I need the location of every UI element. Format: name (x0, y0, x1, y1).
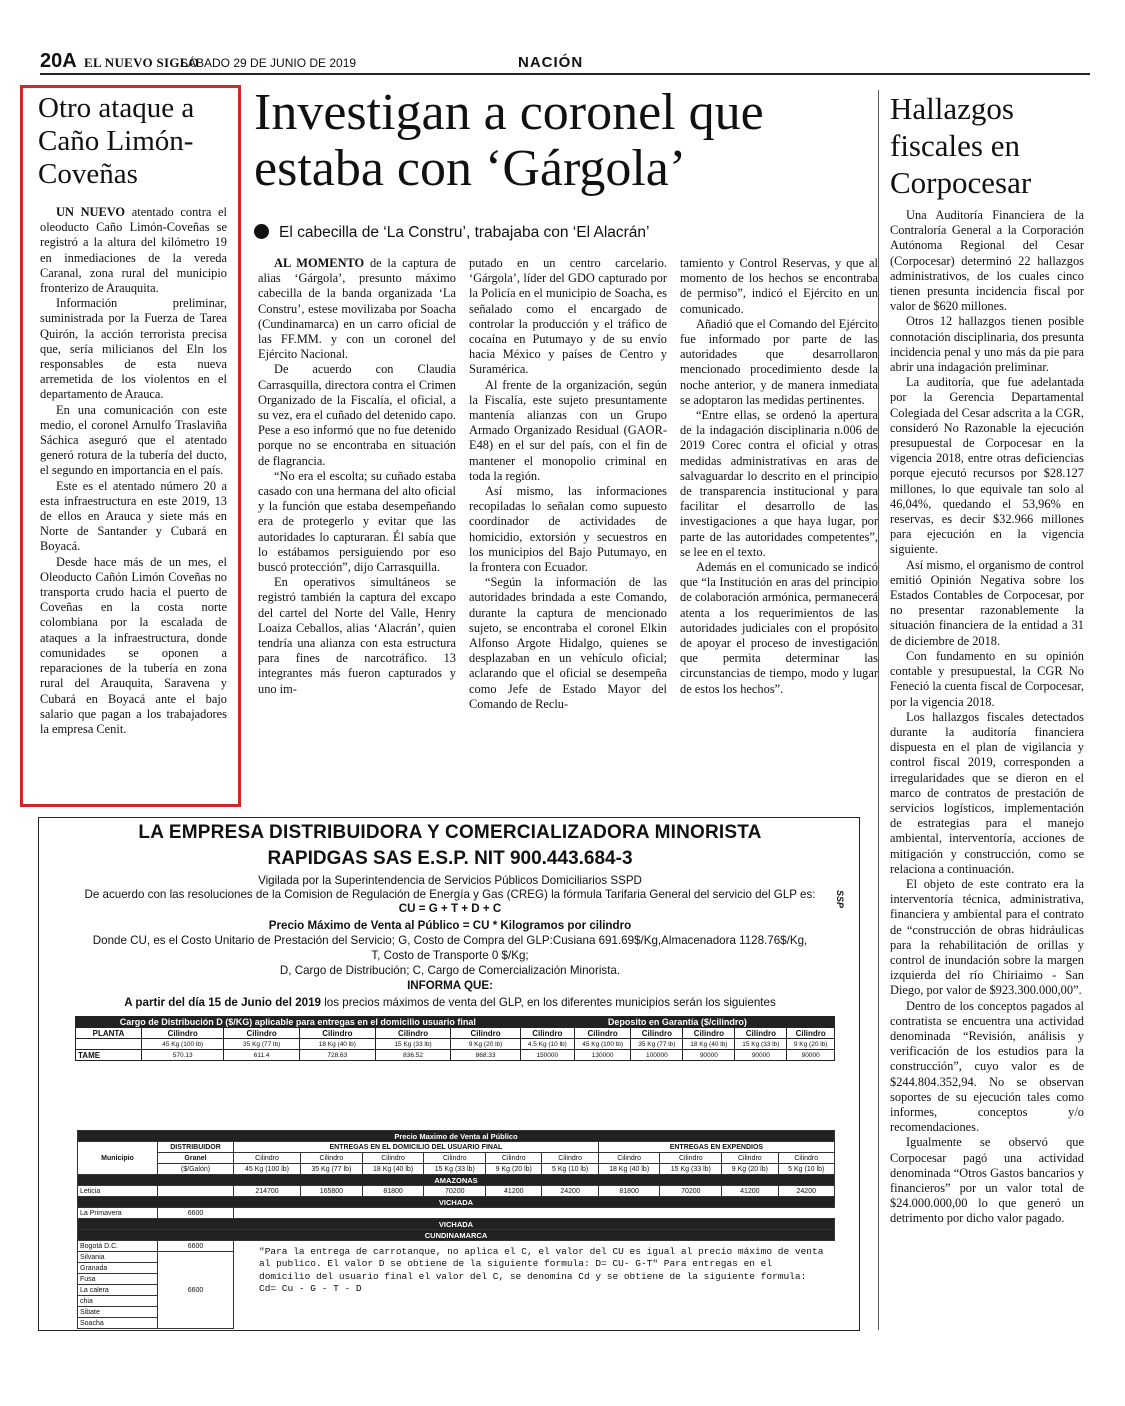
table-cell: 70200 (424, 1186, 486, 1197)
notice-line: T, Costo de Transporte 0 $/Kg; (371, 949, 529, 962)
notice-date-rest: los precios máximos de venta del GLP, en los diferentes municipios serán los siguientes (320, 996, 776, 1009)
table-cell: 90000 (683, 1050, 735, 1061)
main-deck (254, 224, 854, 242)
right-paragraph: Igualmente se observó que Corpocesar pagó una actividad denominada “Otros Gastos bancarios y financieros” por un valor total de $24.000.000,00 lo que generó un detrimento por dicho valor pagado. (890, 1135, 1084, 1226)
table-header: Cilindro (722, 1153, 778, 1164)
department-row: VICHADA (78, 1197, 835, 1208)
table-row-label: Bogotá D.C. (78, 1241, 158, 1252)
table-cell: 41200 (486, 1186, 542, 1197)
right-paragraph: El objeto de este contrato era la interventoría técnica, administrativa, financiera y ambiental para el contrato de “construcción de obras hidráulicas para la rehabilitación de orillas y control de inundación sobre la margen izquierda del río Chiriaimo - San Diego, por valor de $923.300.000,00”. (890, 876, 1084, 998)
main-paragraph: “Según la información de las autoridades brindada a este Comando, durante la captura de mencionado sujeto, se encontraba el coronel Elkin Alfonso Argote Hidalgo, quienes se desplazaban en un vehículo oficial; aclarando que el oficial se desempeña como Jefe de Estado Mayor del Comando de Reclu- (469, 575, 667, 711)
table-row-label: Fusa (78, 1274, 158, 1285)
table-cell: 6600 (158, 1252, 234, 1329)
table-header: 45 Kg (100 lb) (234, 1164, 301, 1175)
department-row: VICHADA (78, 1219, 835, 1230)
right-paragraph: La auditoría, que fue adelantada por la Gerencia Departamental Colegiada del Cesar adscrita a la CGR, consideró No Razonable la ejecución presupuestal de Corpocesar en la vigencia 2018, entre otras deficiencias porque ejecutó recursos por $28.127 millones, lo que equivale tan solo al 46,04%, quedando el 53,96% en reservas, es decir $32.966 millones para ejecución en la vigencia siguiente. (890, 375, 1084, 557)
notice-line: De acuerdo con las resoluciones de la Comision de Regulación de Energía y Gas (CREG) la fórmula Tarifaria General del servicio del GLP es: (84, 888, 816, 901)
rapidgas-notice (38, 817, 860, 1331)
table-row-label: Granada (78, 1263, 158, 1274)
table-cell: 150000 (520, 1050, 574, 1061)
department-row: CUNDINAMARCA (78, 1230, 835, 1241)
table-header: Cilindro (375, 1028, 451, 1039)
table-header: Cilindro (362, 1153, 424, 1164)
main-paragraph: de la captura de alias ‘Gárgola’, presunto máximo cabecilla de la banda organizada ‘La Constru’, estese movilizaba por Soacha (Cundinamarca) en un carro oficial de las FF.MM. y con un coronel del Ejército Nacional. (258, 256, 456, 362)
newspaper-name: EL NUEVO SIGLO (84, 55, 200, 70)
table-header: Cilindro (486, 1153, 542, 1164)
main-paragraph: Así mismo, las informaciones recopiladas lo señalan como supuesto coordinador de actividades de homicidio, extorsión y secuestros en los municipios del Bajo Putumayo, en la frontera con Ecuador. (469, 484, 667, 575)
table-header: Cilindro (574, 1028, 630, 1039)
issue-date: SÁBADO 29 DE JUNIO DE 2019 (180, 56, 357, 70)
table-cell: 15 Kg (33 lb) (735, 1039, 787, 1050)
deck-text: El cabecilla de ‘La Constru’, trabajaba con ‘El Alacrán’ (279, 224, 650, 241)
table-cell: 90000 (787, 1050, 835, 1061)
table-cell (158, 1186, 234, 1197)
main-column-3 (680, 256, 878, 697)
bullet-icon (254, 224, 269, 239)
table-header: Cilindro (451, 1028, 520, 1039)
right-paragraph: Así mismo, el organismo de control emitió Opinión Negativa sobre los Estados Contables de Corpocesar, por no presentar razonablemente la situación financiera de la entidad a 31 de diciembre de 2018. (890, 557, 1084, 648)
department-row: AMAZONAS (78, 1175, 835, 1186)
left-paragraph: Este es el atentado número 20 a esta infraestructura en este 2019, 13 de ellos en Arauca y siete más en Norte de Santander y Cubará en Boyacá. (40, 478, 227, 554)
table-cell: 24200 (778, 1186, 835, 1197)
table-header: Cilindro (520, 1028, 574, 1039)
table-cell: 81800 (598, 1186, 660, 1197)
table-header: 9 Kg (20 lb) (486, 1164, 542, 1175)
left-article-title: Otro ataque a Caño Limón-Coveñas (38, 92, 195, 190)
main-paragraph: putado en un centro carcelario. ‘Gárgola’, líder del GDO capturado por la Policía en el municipio de Soacha, es señalado como el encargado de controlar la producción y el tráfico de cocaína en Putumayo y de su envío hacia México y países de Centro y Suramérica. (469, 256, 667, 377)
left-paragraph: Desde hace más de un mes, el Oleoducto Cañón Limón Coveñas no transporta crudo hacia el puerto de Coveñas en la costa norte colombiana por la escalada de ataques a la infraestructura, donde comunidades se oponen a reparaciones de la tubería en zona rural del Arauquita, Saravena y Cubará en Boyacá ante el bajo salario que pagan a los trabajadores la empresa Cenit. (40, 554, 227, 736)
table-header: Cilindro (735, 1028, 787, 1039)
right-paragraph: Dentro de los conceptos pagados al contratista se encuentra una actividad denominada “Revisión, análisis y verificación de los estudios para la construcción”, cuyo valor es de $244.804.352,94. No se observan soportes de su ejecución tales como informes, conceptos y/o recomendaciones. (890, 998, 1084, 1135)
price-table (77, 1130, 835, 1329)
main-paragraph: De acuerdo con Claudia Carrasquilla, directora contra el Crimen Organizado de la Fiscalía, el oficial, a su vez, era el cuñado del detenido capo. Pese a eso informó que no fue detenido porque no se encontraba en situación de flagrancia. (258, 362, 456, 468)
column-divider (878, 90, 879, 1330)
table-cell: 15 Kg (33 lb) (375, 1039, 451, 1050)
table-cell: 90000 (735, 1050, 787, 1061)
table-header: Cilindro (142, 1028, 224, 1039)
main-column-2 (469, 256, 667, 712)
table-cell: 868.33 (451, 1050, 520, 1061)
table-header: Cilindro (631, 1028, 683, 1039)
table-cell: 728.63 (300, 1050, 376, 1061)
left-article-body (40, 205, 227, 737)
notice-formula: CU = G + T + D + C (398, 902, 502, 915)
main-headline: Investigan a coronel que estaba con ‘Gárgola’ (254, 84, 764, 197)
table-cell: 4.5 Kg (10 lb) (520, 1039, 574, 1050)
main-paragraph: tamiento y Control Reservas, y que al momento de los hechos se encontraba de permiso”, indicó el Ejército en un comunicado. (680, 256, 878, 316)
main-column-1 (258, 256, 456, 697)
notice-date: A partir del día 15 de Junio del 2019 (124, 996, 321, 1009)
table-header: 15 Kg (33 lb) (424, 1164, 486, 1175)
table-cell: 6600 (158, 1241, 234, 1252)
table-cell: 611.4 (224, 1050, 300, 1061)
table-header: Cilindro (424, 1153, 486, 1164)
table-cell (234, 1318, 835, 1329)
table-header: Deposito en Garantía ($/cilindro) (520, 1017, 834, 1028)
table-header: Cilindro (301, 1153, 363, 1164)
table-header: Granel (158, 1153, 234, 1164)
notice-line: Donde CU, es el Costo Unitario de Prestación del Servicio; G, Costo de Compra del GLP:Cusiana 691.69$/Kg,Almacenadora 1128.76$/Kg, (92, 934, 808, 947)
table-cell: 70200 (660, 1186, 722, 1197)
right-article-body (890, 208, 1084, 1227)
table-cell: 100000 (631, 1050, 683, 1061)
main-paragraph: Al frente de la organización, según la Fiscalía, este sujeto presuntamente mantenía alianzas con un Grupo Armado Organizado Residual (GAOR-E48) en el sur del país, con el fin de mantener el monopolio criminal en toda la región. (469, 377, 667, 483)
table-cell: 81800 (362, 1186, 424, 1197)
table-row-label: Leticia (78, 1186, 158, 1197)
section-name: NACIÓN (518, 54, 584, 71)
right-article-title: Hallazgos fiscales en Corpocesar (890, 91, 1032, 200)
distribution-charge-table (75, 1016, 835, 1061)
table-cell: 24200 (542, 1186, 598, 1197)
table-header: Cilindro (660, 1153, 722, 1164)
table-header: ($/Galón) (158, 1164, 234, 1175)
page-number: 20A (40, 50, 77, 72)
table-cell: 18 Kg (40 lb) (300, 1039, 376, 1050)
table-row-label: chia (78, 1296, 158, 1307)
table-header: Cilindro (542, 1153, 598, 1164)
left-paragraph: Información preliminar, suministrada por la Fuerza de Tarea Quirón, la acción terrorista precisa que, sería milicianos del Eln los responsables de esta nueva arremetida de los violentos en el departamento de Arauca. (40, 296, 227, 402)
table-cell: 41200 (722, 1186, 778, 1197)
ssp-logo: SSP (835, 890, 845, 909)
table-header: ENTREGAS EN EL DOMICILIO DEL USUARIO FINAL (234, 1142, 599, 1153)
left-article-lead: UN NUEVO (56, 205, 126, 219)
table-row-label: La Primavera (78, 1208, 158, 1219)
table-header: 5 Kg (10 lb) (778, 1164, 835, 1175)
table-cell: 45 Kg (100 lb) (142, 1039, 224, 1050)
table-header: Cilindro (234, 1153, 301, 1164)
main-article-lead: AL MOMENTO (274, 256, 365, 270)
main-paragraph: En operativos simultáneos se registró también la captura del excapo del cartel del Norte del Valle, Henry Loaiza Ceballos, alias ‘Alacrán’, quien tendría una alianza con esta estructura para fines de narcotráfico. 13 integrantes más fueron capturados y uno im- (258, 575, 456, 696)
table-cell: 35 Kg (77 lb) (224, 1039, 300, 1050)
table-title: Precio Maximo de Venta al Público (78, 1131, 835, 1142)
table-header: Cilindro (683, 1028, 735, 1039)
table-header: Cilindro (787, 1028, 835, 1039)
table-cell: 9 Kg (20 lb) (451, 1039, 520, 1050)
right-paragraph: Otros 12 hallazgos tienen posible connotación disciplinaria, dos presunta incidencia penal y uno más da pie para abrir una indagación preliminar. (890, 314, 1084, 375)
notice-company: RAPIDGAS SAS E.S.P. NIT 900.443.684-3 (267, 848, 633, 869)
table-cell: 18 Kg (40 lb) (683, 1039, 735, 1050)
table-row-label: Soacha (78, 1318, 158, 1329)
table-header: Cilindro (778, 1153, 835, 1164)
table-header: Cilindro (224, 1028, 300, 1039)
table-header: 5 Kg (10 lb) (542, 1164, 598, 1175)
table-header: Cilindro (300, 1028, 376, 1039)
right-paragraph: Los hallazgos fiscales detectados durante la auditoría financiera dispuesta en el plan de vigilancia y control fiscal 2019, corresponden a irregularidades que se dieron en el marco de contratos de prestación de servicios logísticos, implementación de estrategias para el manejo ambiental, interventoría, acciones de mitigación y construcción, como se relaciona a continuación. (890, 709, 1084, 876)
table-cell: 45 Kg (100 lb) (574, 1039, 630, 1050)
table-header: 9 Kg (20 lb) (722, 1164, 778, 1175)
table-cell: 35 Kg (77 lb) (631, 1039, 683, 1050)
notice-informa: INFORMA QUE: (407, 979, 493, 992)
left-paragraph: atentado contra el oleoducto Caño Limón-Coveñas se registró a la altura del kilómetro 19 en inmediaciones de la vereda Caranal, zona rural del municipio fronterizo de Arauquita. (40, 205, 227, 296)
table-cell (234, 1307, 835, 1318)
table-cell: 9 Kg (20 lb) (787, 1039, 835, 1050)
notice-line: D, Cargo de Distribución; C, Cargo de Comercialización Minorista. (279, 964, 621, 977)
right-paragraph: Con fundamento en su opinión contable y presupuestal, la CGR No Feneció la cuenta fiscal de Corpocesar, por la vigencia 2018. (890, 648, 1084, 709)
table-header: 15 Kg (33 lb) (660, 1164, 722, 1175)
header-rule (40, 73, 1090, 75)
table-cell (234, 1296, 835, 1307)
notice-line: Precio Máximo de Venta al Público = CU * Kilogramos por cilindro (268, 919, 632, 932)
notice-date-line (39, 996, 861, 1010)
table-header: Municipio (78, 1142, 158, 1175)
main-paragraph: “No era el escolta; su cuñado estaba casado con una hermana del alto oficial y la función que estaba desempeñando era de protegerlo y evitar que las autoridades lo capturaran. Él sabía que lo estábamos persiguiendo por eso buscó protección”, dijo Carrasquilla. (258, 468, 456, 575)
table-row-label: La calera (78, 1285, 158, 1296)
right-paragraph: Una Auditoría Financiera de la Contraloría General a la Corporación Autónoma Regional del Cesar (Corpocesar) determinó 22 hallazgos administrativos, de los cuales cinco tienen presunta incidencia fiscal por valor de $620 millones. (890, 208, 1084, 314)
table-header: Cargo de Distribución D ($/KG) aplicable para entregas en el domicilio usuario final (76, 1017, 521, 1028)
table-cell: 6600 (158, 1208, 234, 1219)
notice-title: LA EMPRESA DISTRIBUIDORA Y COMERCIALIZADORA MINORISTA (138, 822, 762, 843)
main-paragraph: Además en el comunicado se indicó que “la Institución en aras del principio de colaboración armónica, permanecerá atenta a los requerimientos de las autoridades judiciales con el propósito de apoyar el proceso de investigación que permita determinar las circunstancias de tiempo, modo y lugar de estos los hechos”. (680, 560, 878, 696)
table-cell: 214700 (234, 1186, 301, 1197)
table-header: PLANTA (76, 1028, 142, 1039)
table-header: DISTRIBUIDOR (158, 1142, 234, 1153)
table-header: 18 Kg (40 lb) (598, 1164, 660, 1175)
left-paragraph: En una comunicación con este medio, el coronel Arnulfo Traslaviña Sáchica aseguró que el atentado generó rotura de la tubería del ducto, el segundo en importancia en el país. (40, 402, 227, 478)
notice-line: Vigilada por la Superintendencia de Servicios Públicos Domiciliarios SSPD (258, 874, 642, 887)
table-cell (76, 1039, 142, 1050)
table-cell: 836.52 (375, 1050, 451, 1061)
main-paragraph: Añadió que el Comando del Ejército fue informado por parte de las autoridades que desarrollaron mencionado procedimiento desde la noche anterior, y de manera inmediata se adoptaron las medidas pertinentes. (680, 316, 878, 407)
table-row-label: TAME (76, 1050, 142, 1061)
table-cell (234, 1208, 835, 1219)
table-header: 18 Kg (40 lb) (362, 1164, 424, 1175)
table-header: 35 Kg (77 lb) (301, 1164, 363, 1175)
table-header: Cilindro (598, 1153, 660, 1164)
table-cell: 165800 (301, 1186, 363, 1197)
table-row-label: Sibate (78, 1307, 158, 1318)
table-cell: 570.13 (142, 1050, 224, 1061)
table-cell: 130000 (574, 1050, 630, 1061)
main-paragraph: “Entre ellas, se ordenó la apertura de la indagación disciplinaria n.006 de 2019 Corec contra el oficial y otras medidas administrativas en aras de salvaguardar lo descrito en el principio de transparencia institucional y para facilitar el desarrollo de las investigaciones a que haya lugar, por parte de las autoridades competentes”, se lee en el texto. (680, 408, 878, 559)
table-row-label: Silvania (78, 1252, 158, 1263)
table-header: ENTREGAS EN EXPENDIOS (598, 1142, 834, 1153)
tariff-note: "Para la entrega de carrotanque, no aplica el C, el valor del CU es igual al precio máximo de venta al publico. El valor D se obtiene de la siguiente formula: D= CU- G-T" Para entregas en el domicilio del usuario final el valor del C, se denomina Cd y se obtiene de la siguiente formula: Cd= Cu - G - T - D (259, 1246, 824, 1295)
